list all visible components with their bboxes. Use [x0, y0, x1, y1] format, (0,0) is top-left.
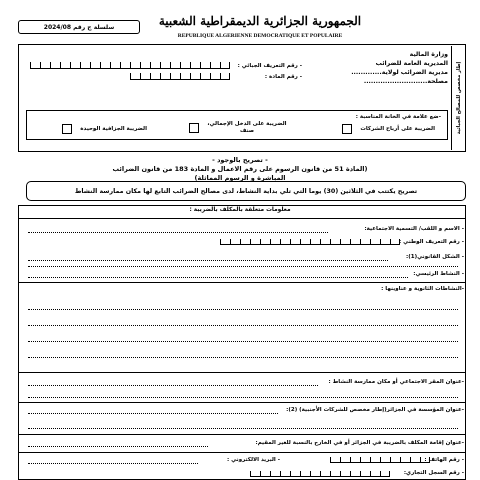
foreign-address-field[interactable]	[28, 413, 278, 414]
series-number-box: سلسلة ج رقم 2024/08	[18, 20, 140, 34]
phone-input[interactable]	[330, 457, 430, 463]
ministry-block	[300, 50, 448, 86]
ministry-line: وزارة المالية	[409, 51, 448, 58]
option-flat[interactable]	[62, 124, 147, 134]
secondary-line-4[interactable]	[28, 357, 458, 358]
separator	[18, 282, 466, 283]
service-line: مصلحة...........................	[363, 78, 448, 85]
phone-label: - رقم الهاتف :	[424, 457, 464, 463]
republic-title-ar: الجمهورية الجزائرية الديمقراطية الشعبية	[158, 14, 362, 28]
email-label: - البريد الالكتروني :	[226, 457, 280, 463]
separator	[18, 434, 466, 435]
income-checkbox[interactable]	[189, 123, 199, 133]
secondary-line-2[interactable]	[28, 325, 458, 326]
secondary-line-3[interactable]	[28, 341, 458, 342]
legal-form-label: - الشكل القانوني(1):	[406, 254, 464, 260]
taxpayer-info-frame	[18, 205, 466, 480]
article-number-label: - رقم المادة :	[264, 74, 302, 80]
declaration-title-block	[100, 156, 380, 183]
secondary-activities-label: -النشاطات الثانوية و عناوينها :	[381, 286, 464, 292]
declaration-title: - تصريح بالوجود -	[212, 156, 268, 164]
tax-regime-box	[26, 110, 448, 140]
hq-address-field-2[interactable]	[28, 397, 458, 398]
side-label-text: إطار مخصص للمصالح الجبائية	[455, 61, 462, 135]
main-activity-label: - النشاط الرئيسي:	[413, 271, 464, 277]
tax-id-label: - رقم التعريف الجبائي :	[237, 63, 302, 69]
email-field[interactable]	[28, 463, 198, 464]
nin-input[interactable]	[220, 239, 400, 245]
foreign-address-label: -عنوان المؤسسة في الجزائر(إطار مخصص للشركات الأجنبية) (2):	[286, 407, 464, 413]
wilaya-line: مديرية الضرائب لولاية.............	[351, 69, 448, 76]
secondary-line-1[interactable]	[28, 309, 458, 310]
option-flat-label: الضريبة الجزافية الوحيدة	[80, 126, 147, 132]
declaration-subtitle: (المادة 51 من قانون الرسوم على رقم الاعمال و المادة 183 من قانون الضرائب المباشرة و الرسوم المماثلة)	[112, 165, 368, 182]
main-activity-field[interactable]	[28, 277, 408, 278]
taxpayer-address-field[interactable]	[28, 446, 208, 447]
flat-tax-checkbox[interactable]	[62, 124, 72, 134]
article-number-input[interactable]	[130, 73, 230, 80]
separator	[18, 218, 466, 219]
name-label: - الاسم و اللقب/ التسمية الاجتماعية:	[364, 226, 464, 232]
hq-address-field[interactable]	[28, 385, 318, 386]
option-companies-label: الضريبة على أرباح الشركات	[360, 126, 435, 132]
republic-title-fr: REPUBLIQUE ALGERIENNE DEMOCRATIQUE ET POPULAIRE	[177, 33, 343, 39]
option-companies[interactable]	[342, 124, 435, 134]
separator	[18, 372, 466, 373]
tax-id-input[interactable]	[30, 62, 230, 69]
separator	[18, 452, 466, 453]
info-heading: معلومات متعلقة بالمكلف بالضريبة :	[189, 207, 291, 213]
option-income-label: الضريبة على الدخل الإجمالي، صنف	[207, 121, 287, 134]
name-field[interactable]	[28, 232, 328, 233]
tax-services-side-frame	[451, 46, 465, 150]
nin-label: - رقم التعريف الوطني :	[399, 239, 464, 245]
hq-address-label: -عنوان المقر الاجتماعي أو مكان ممارسة النشاط :	[328, 379, 464, 385]
legal-form-field-2[interactable]	[28, 266, 458, 267]
legal-form-field[interactable]	[28, 260, 388, 261]
regime-heading: -ضع علامة في الخانة المناسبة :	[355, 114, 441, 120]
deadline-notice: تصريح يكتتب في الثلاثين (30) يوما التي تلي بداية النشاط، لدى مصالح الضرائب التابع لها مكان ممارسة النشاط	[26, 181, 466, 201]
commercial-register-label: - رقم السجل التجاري:	[403, 470, 464, 476]
companies-checkbox[interactable]	[342, 124, 352, 134]
option-income[interactable]	[189, 121, 287, 135]
commercial-register-input[interactable]	[250, 471, 390, 477]
foreign-address-field-2[interactable]	[28, 428, 458, 429]
taxpayer-address-label: -عنوان إقامة المكلف بالضريبة في الجزائر أو في الخارج بالنسبة للغير المقيم:	[255, 440, 464, 446]
separator	[18, 402, 466, 403]
directorate-line: المديرية العامة للضرائب	[375, 60, 448, 67]
